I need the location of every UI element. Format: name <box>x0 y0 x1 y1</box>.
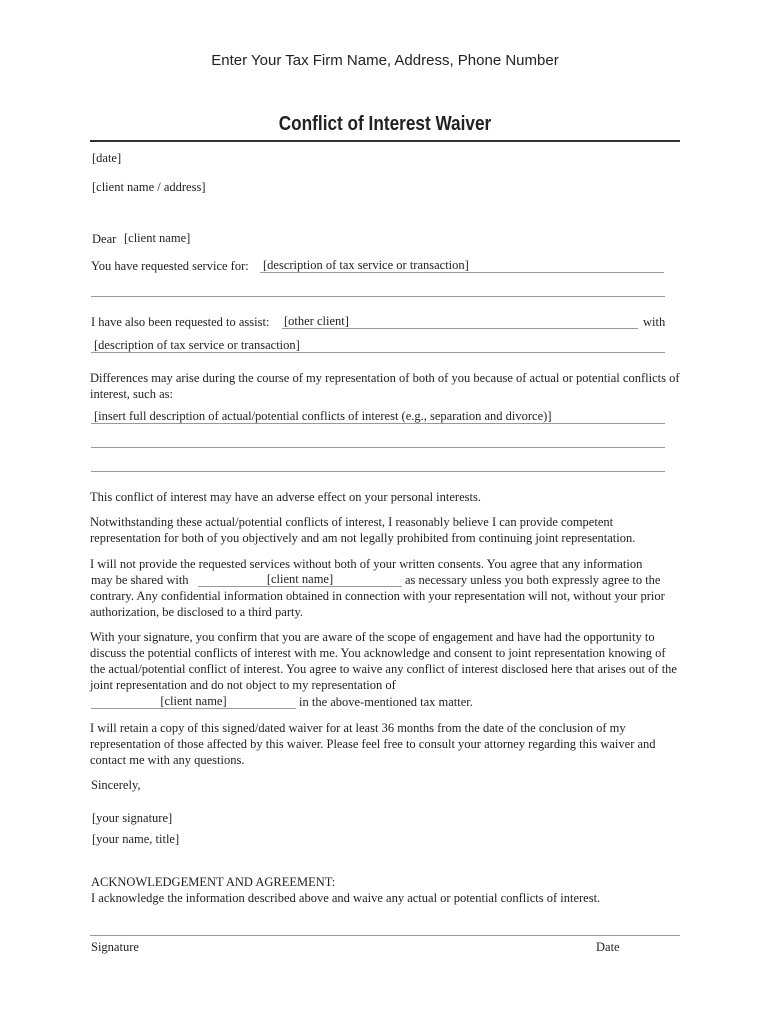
consent-line-1: I will not provide the requested services without both of your written consents. You agree that any information <box>90 557 643 571</box>
assist-client-field[interactable]: [other client] <box>284 314 349 328</box>
service-underline <box>260 272 664 273</box>
signature-client-field[interactable]: [client name] <box>160 694 227 708</box>
acknowledgement-text: I acknowledge the information described above and waive any actual or potential conflicts of interest. <box>91 891 601 905</box>
your-name-field[interactable]: [your name, title] <box>92 832 180 846</box>
date-field[interactable]: [date] <box>92 151 122 165</box>
conflicts-line-2[interactable] <box>91 447 665 448</box>
assist-with-label: with <box>643 315 666 329</box>
consent-confidential-paragraph: contrary. Any confidential information obtained in connection with your representation will not, without your prior authorization, be disclosed to a third party. <box>90 589 665 619</box>
signature-label: Signature <box>91 940 139 954</box>
service-field[interactable]: [description of tax service or transaction] <box>263 258 469 272</box>
service-label: You have requested service for: <box>91 259 249 273</box>
conflicts-underline <box>91 423 665 424</box>
signature-paragraph: With your signature, you confirm that you are aware of the scope of engagement and have had the opportunity to discuss the potential conflicts of interest with me. You acknowledge and consent to joint representation knowing of the actual/potential conflict of interest. You agree to waive any conflict of interest disclosed here that arises out of the joint representation and do not object to my representation of <box>90 630 677 692</box>
conflicts-field[interactable]: [insert full description of actual/potential conflicts of interest (e.g., separation and divorce)] <box>94 409 552 423</box>
sincerely-label: Sincerely, <box>91 778 141 792</box>
consent-client-field[interactable]: [client name] <box>266 572 334 586</box>
acknowledgement-heading: ACKNOWLEDGEMENT AND AGREEMENT: <box>91 875 336 889</box>
title-divider <box>90 140 680 142</box>
adverse-paragraph: This conflict of interest may have an adverse effect on your personal interests. <box>90 490 481 504</box>
signature-line[interactable] <box>90 935 680 936</box>
differences-paragraph: Differences may arise during the course of my representation of both of you because of actual or potential conflicts of interest, such as: <box>90 371 680 401</box>
date-label: Date <box>596 940 620 954</box>
dear-client-field[interactable]: [client name] <box>124 231 191 245</box>
conflicts-line-3[interactable] <box>91 471 665 472</box>
notwithstanding-paragraph: Notwithstanding these actual/potential conflicts of interest, I reasonably believe I can provide competent representation for both of you objectively and am not legally prohibited from continuing joint representation. <box>90 515 636 545</box>
consent-shared-label: may be shared with <box>91 573 189 587</box>
page-title: Conflict of Interest Waiver <box>278 113 492 135</box>
dear-label: Dear <box>92 232 117 246</box>
assist-label: I have also been requested to assist: <box>91 315 270 329</box>
service-continuation-line[interactable] <box>91 296 665 297</box>
assist-underline <box>282 328 638 329</box>
signature-tax-matter-label: in the above-mentioned tax matter. <box>299 695 473 709</box>
consent-necessary-label: as necessary unless you both expressly agree to the <box>405 573 661 587</box>
assist-service-field[interactable]: [description of tax service or transaction] <box>94 338 300 352</box>
client-address-field[interactable]: [client name / address] <box>92 180 206 194</box>
assist-service-underline <box>91 352 665 353</box>
your-signature-field[interactable]: [your signature] <box>92 811 173 825</box>
retain-paragraph: I will retain a copy of this signed/dated waiver for at least 36 months from the date of the conclusion of my representation of those affected by this waiver. Please feel free to consult your attorney regarding this waiver and contact me with any questions. <box>90 721 656 767</box>
firm-header: Enter Your Tax Firm Name, Address, Phone Number <box>211 52 559 69</box>
